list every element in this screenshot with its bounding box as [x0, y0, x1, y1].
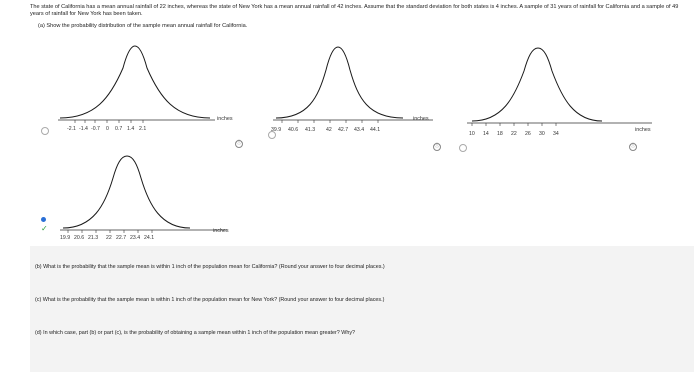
- info-icon[interactable]: ⓘ: [236, 141, 242, 146]
- tick-label: 22: [106, 235, 112, 241]
- tick-label: -0.7: [91, 126, 100, 132]
- part-c-text: What is the probability that the sample mean is within 1 inch of the population mean for New York? (Round your answer to four decimal places.): [42, 297, 385, 303]
- tick-label: 20.6: [74, 235, 85, 241]
- tick-label: 22.7: [116, 235, 127, 241]
- tick-label: 42: [326, 127, 332, 133]
- normal-curve: [60, 46, 210, 118]
- graph-option-1-svg: [55, 38, 245, 133]
- tick-label: 1.4: [127, 126, 135, 132]
- part-d-question: [35, 330, 355, 336]
- part-c-question: [35, 297, 384, 303]
- correct-check-icon: ✓: [41, 224, 48, 233]
- part-a-question: [38, 23, 247, 29]
- tick-label: 34: [553, 131, 559, 137]
- part-c-label: (c): [35, 297, 42, 303]
- tick-label: 22: [511, 131, 517, 137]
- tick-label: 2.1: [139, 126, 147, 132]
- tick-label: 0: [106, 126, 109, 132]
- graph-option-4[interactable]: [55, 150, 255, 245]
- problem-statement: The state of California has a mean annual rainfall of 22 inches, whereas the state of New York has a mean annual rainfall of 42 inches. Assume that the standard deviation for both states is 4 inches. A sample of 31 years of rainfall for California and a sample of 49 years of rainfall for New York has been taken.: [30, 4, 679, 17]
- part-a-text: Show the probability distribution of the sample mean annual rainfall for California.: [46, 23, 248, 29]
- tick-label: 43.4: [354, 127, 365, 133]
- axis-unit-label: inches: [213, 228, 229, 234]
- part-d-label: (d): [35, 330, 42, 336]
- part-b-label: (b): [35, 264, 42, 270]
- tick-label: 24.1: [144, 235, 155, 241]
- tick-label: 23.4: [130, 235, 141, 241]
- info-icon[interactable]: ⓘ: [630, 144, 636, 149]
- tick-label: 40.6: [288, 127, 299, 133]
- option-4-radio[interactable]: [41, 217, 46, 222]
- normal-curve: [472, 48, 602, 121]
- normal-curve: [63, 156, 190, 228]
- tick-label: 0.7: [115, 126, 123, 132]
- normal-curve: [276, 47, 403, 118]
- graph-option-1[interactable]: [55, 38, 245, 133]
- tick-label: -1.4: [79, 126, 88, 132]
- graph-option-3[interactable]: [462, 43, 662, 143]
- axis-unit-label: inches: [635, 127, 651, 133]
- tick-label: 19.9: [60, 235, 71, 241]
- tick-label: -2.1: [67, 126, 76, 132]
- tick-label: 39.9: [271, 127, 282, 133]
- tick-label: 41.3: [305, 127, 316, 133]
- info-icon[interactable]: ⓘ: [434, 144, 440, 149]
- tick-label: 44.1: [370, 127, 381, 133]
- tick-label: 18: [497, 131, 503, 137]
- tick-label: 30: [539, 131, 545, 137]
- part-d-text: In which case, part (b) or part (c), is the probability of obtaining a sample mean within 1 inch of the population mean greater? Why?: [43, 330, 356, 336]
- axis-unit-label: inches: [217, 116, 233, 122]
- part-b-question: [35, 264, 385, 270]
- graph-option-2-svg: [268, 40, 458, 135]
- graph-option-3-svg: [462, 43, 662, 143]
- tick-label: 14: [483, 131, 489, 137]
- part-b-text: What is the probability that the sample mean is within 1 inch of the population mean for California? (Round your answer to four decimal places.): [43, 264, 385, 270]
- tick-label: 21.3: [88, 235, 99, 241]
- graph-option-2[interactable]: [268, 40, 458, 135]
- axis-unit-label: inches: [413, 116, 429, 122]
- tick-label: 26: [525, 131, 531, 137]
- tick-label: 10: [469, 131, 475, 137]
- option-1-radio[interactable]: [41, 127, 49, 135]
- tick-label: 42.7: [338, 127, 349, 133]
- graph-option-4-svg: [55, 150, 255, 245]
- part-a-label: (a): [38, 23, 45, 29]
- option-3-radio[interactable]: [459, 144, 467, 152]
